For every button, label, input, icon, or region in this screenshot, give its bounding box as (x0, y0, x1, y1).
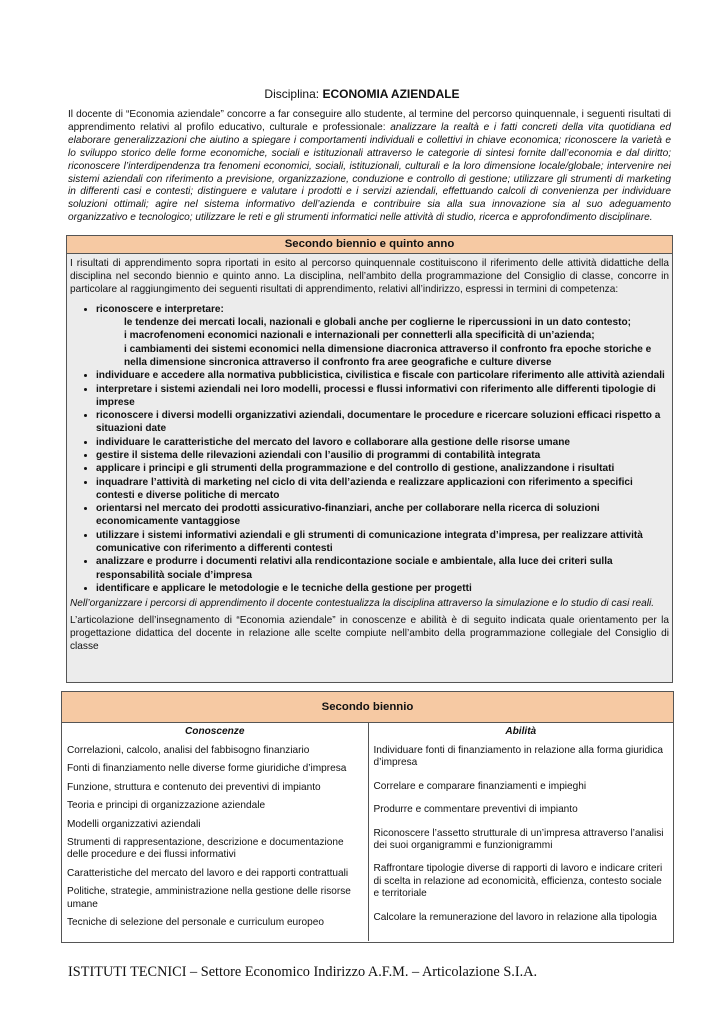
table-cell: Caratteristiche del mercato del lavoro e dei rapporti contrattuali (67, 867, 349, 879)
intro-italic: analizzare la realtà e i fatti concreti della vita quotidiana ed elaborare generalizzazioni che aiutino a spiegare i comportamenti individuali e collettivi in chiave economica; riconoscere la varietà e lo sviluppo storico delle forme economiche, sociali e istituzionali attraverso le categorie di sintesi fornite dall’economia e dal diritto; riconoscere l’interdipendenza tra fenomeni economici, sociali, istituzionali, culturali e la loro dimensione locale/globale; intervenire nei sistemi aziendali con riferimento a previsione, organizzazione, conduzione e controllo di gestione; utilizzare gli strumenti di marketing in differenti casi e contesti; distinguere e valutare i prodotti e i servizi aziendali, effettuando calcoli di convenienza per individuare soluzioni ottimali; agire nel sistema informativo dell’azienda e contribuire sia alla sua innovazione sia al suo adeguamento organizzativo e tecnologico; utilizzare le reti e gli strumenti informatici nelle attività di studio, ricerca e approfondimento disciplinare. (68, 121, 671, 224)
list-item (96, 303, 669, 369)
page-title (0, 87, 724, 101)
title-prefix: Disciplina: (264, 87, 323, 101)
articolazione-text: L’articolazione dell’insegnamento di “Economia aziendale” in conoscenze e abilità è di seguito indicata quale orientamento per la progettazione didattica del docente in relazione alle scelte compiute nell’ambito della programmazione collegiale del Consiglio di classe (70, 615, 669, 652)
table-cell: Raffrontare tipologie diverse di rapporti di lavoro e indicare criteri di scelta in relazione ad economicità, efficienza, contesto sociale e territoriale (373, 863, 663, 900)
subject-name: ECONOMIA AZIENDALE (322, 87, 460, 101)
column-header-abilita: Abilità (505, 726, 537, 737)
competenze-box (66, 254, 673, 683)
intro-plain: Il docente di “Economia aziendale” concorre a far conseguire allo studente, al termine del percorso quinquennale, i seguenti risultati di apprendimento relativi al profilo educativo, culturale e professionale: (68, 109, 671, 133)
list-item: • orientarsi nel mercato dei prodotti assicurativo-finanziari, anche per collaborare nella ricerca di soluzioni economicamente vantaggiose (96, 502, 669, 529)
list-item: • applicare i principi e gli strumenti della programmazione e del controllo di gestione, analizzandone i risultati (96, 462, 669, 475)
list-item: • individuare e accedere alla normativa pubblicistica, civilistica e fiscale con particolare riferimento alle attività aziendali (96, 369, 669, 382)
list-item: • identificare e applicare le metodologie e le tecniche della gestione per progetti (96, 582, 669, 595)
secondo-biennio-table (61, 691, 674, 943)
sub-item: i cambiamenti dei sistemi economici nella dimensione diacronica attraverso il confronto fra epoche storiche e nella dimensione sincronica attraverso il confronto fra aree geografiche e culture diverse (124, 343, 652, 368)
table-cell: Modelli organizzativi aziendali (67, 818, 201, 830)
abilita-column (368, 723, 674, 941)
conoscenze-column (62, 723, 368, 941)
table-cell: Politiche, strategie, amministrazione nella gestione delle risorse umane (67, 886, 351, 910)
table-cell: Calcolare la remunerazione del lavoro in relazione alla tipologia (373, 911, 657, 923)
competenze-list (70, 303, 669, 596)
competenze-lead: I risultati di apprendimento sopra riportati in esito al percorso quinquennale costituiscono il riferimento delle attività didattiche della disciplina nel secondo biennio e quinto anno. La disciplina, nell’ambito della programmazione del Consiglio di classe, concorre in particolare al raggiungimento dei seguenti risultati di apprendimento, relativi all’indirizzo, espressi in termini di competenza: (70, 258, 669, 295)
list-item: • riconoscere i diversi modelli organizzativi aziendali, documentare le procedure e ricercare soluzioni efficaci rispetto a situazioni date (96, 409, 669, 436)
sub-item: i macrofenomeni economici nazionali e internazionali per connetterli alla specificità di un’azienda; (124, 330, 595, 342)
table-cell: Produrre e commentare preventivi di impianto (373, 804, 578, 816)
table-cell: Tecniche di selezione del personale e curriculum europeo (67, 917, 324, 929)
table-cell: Individuare fonti di finanziamento in relazione alla forma giuridica d’impresa (373, 745, 664, 769)
column-header-conoscenze: Conoscenze (185, 726, 245, 737)
table-cell: Fonti di finanziamento nelle diverse forme giuridiche d’impresa (67, 763, 347, 775)
list-item: • interpretare i sistemi aziendali nei loro modelli, processi e flussi informativi con riferimento alle differenti tipologie di imprese (96, 383, 669, 410)
table-cell: Strumenti di rappresentazione, descrizione e documentazione delle procedure e dei flussi informativi (67, 837, 344, 861)
intro-paragraph (66, 104, 673, 235)
list-item: • gestire il sistema delle rilevazioni aziendali con l’ausilio di programmi di contabilità integrata (96, 449, 669, 462)
section-header-biennio-quinto: Secondo biennio e quinto anno (66, 235, 673, 254)
table-cell: Correlazioni, calcolo, analisi del fabbisogno finanziario (67, 745, 310, 756)
section-header-secondo-biennio: Secondo biennio (62, 692, 673, 723)
page-footer: ISTITUTI TECNICI – Settore Economico Indirizzo A.F.M. – Articolazione S.I.A. (68, 964, 538, 980)
table-cell: Teoria e principi di organizzazione aziendale (67, 800, 266, 812)
list-item: • individuare le caratteristiche del mercato del lavoro e collaborare alla gestione delle risorse umane (96, 436, 669, 449)
list-item: • analizzare e produrre i documenti relativi alla rendicontazione sociale e ambientale, alla luce dei criteri sulla responsabilità sociale d’impresa (96, 555, 669, 582)
method-note: Nell’organizzare i percorsi di apprendimento il docente contestualizza la disciplina attraverso la simulazione e lo studio di casi reali. (70, 598, 655, 610)
sub-item: le tendenze dei mercati locali, nazionali e globali anche per coglierne le ripercussioni in un dato contesto; (124, 317, 632, 329)
list-item: • utilizzare i sistemi informativi aziendali e gli strumenti di comunicazione integrata d’impresa, per realizzare attività comunicative con riferimento a differenti contesti (96, 529, 669, 556)
table-cell: Riconoscere l’assetto strutturale di un’impresa attraverso l’analisi dei suoi organigrammi e funzionigrammi (373, 827, 664, 852)
list-item-label: riconoscere e interpretare: (96, 303, 224, 315)
competenze-section (66, 104, 673, 680)
table-cell: Correlare e comparare finanziamenti e impieghi (373, 780, 587, 792)
list-item: • inquadrare l’attività di marketing nel ciclo di vita dell’azienda e realizzare applicazioni con riferimento a specifici contesti e diverse politiche di mercato (96, 476, 669, 503)
table-cell: Funzione, struttura e contenuto dei preventivi di impianto (67, 781, 321, 793)
